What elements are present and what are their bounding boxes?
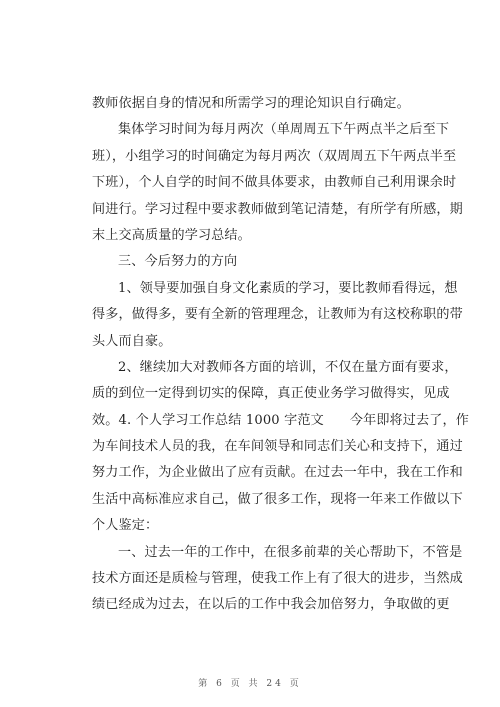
text-line: 间进行。学习过程中要求教师做到笔记清楚，有所学有所感，期 xyxy=(92,201,463,217)
text-line-with-inline-title xyxy=(92,408,470,434)
text-line: 生活中高标准应求自己，做了很多工作，现将一年来工作做以下 xyxy=(92,491,463,507)
text-line: 下班），个人自学的时间不做具体要求，由教师自己利用课余时 xyxy=(92,175,457,191)
text-line: 为车间技术人员的我，在车间领导和同志们关心和支持下，通过 xyxy=(92,439,463,455)
text-line: 末上交高质量的学习总结。 xyxy=(92,227,251,243)
text-line: 质的到位一定得到切实的保障，真正使业务学习做得实，见成 xyxy=(92,386,450,402)
text-line: 努力工作，为企业做出了应有贡献。在过去一年中，我在工作和 xyxy=(92,465,463,481)
text-line: 技术方面还是质检与管理，使我工作上有了很大的进步，当然成 xyxy=(92,571,463,587)
paragraph-start-line: 1、领导要加强自身文化素质的学习，要比教师看得远，想 xyxy=(118,280,458,296)
section-heading: 三、今后努力的方向 xyxy=(118,254,238,270)
paragraph-start-line: 2、继续加大对教师各方面的培训，不仅在量方面有要求， xyxy=(118,359,458,375)
text-segment: 今年即将过去了，作 xyxy=(349,412,470,428)
text-line: 班），小组学习的时间确定为每月两次（双周周五下午两点半至 xyxy=(92,148,457,164)
text-line: 头人而自豪。 xyxy=(92,333,172,349)
page-number-footer: 第 6 页 共 24 页 xyxy=(198,679,302,689)
text-line: 个人鉴定： xyxy=(92,518,159,534)
text-line: 绩已经成为过去，在以后的工作中我会加倍努力，争取做的更 xyxy=(92,597,450,613)
body-text xyxy=(92,91,470,619)
inline-title-segment: 效。4. 个人学习工作总结 1000 字范文 xyxy=(92,412,324,428)
paragraph-start-line: 一、过去一年的工作中，在很多前辈的关心帮助下，不管是 xyxy=(118,544,463,560)
paragraph-start-line: 集体学习时间为每月两次（单周周五下午两点半之后至下 xyxy=(118,122,450,138)
text-line: 教师依据自身的情况和所需学习的理论知识自行确定。 xyxy=(92,96,410,111)
text-line: 得多，做得多，要有全新的管理理念，让教师为有这校称职的带 xyxy=(92,307,463,323)
